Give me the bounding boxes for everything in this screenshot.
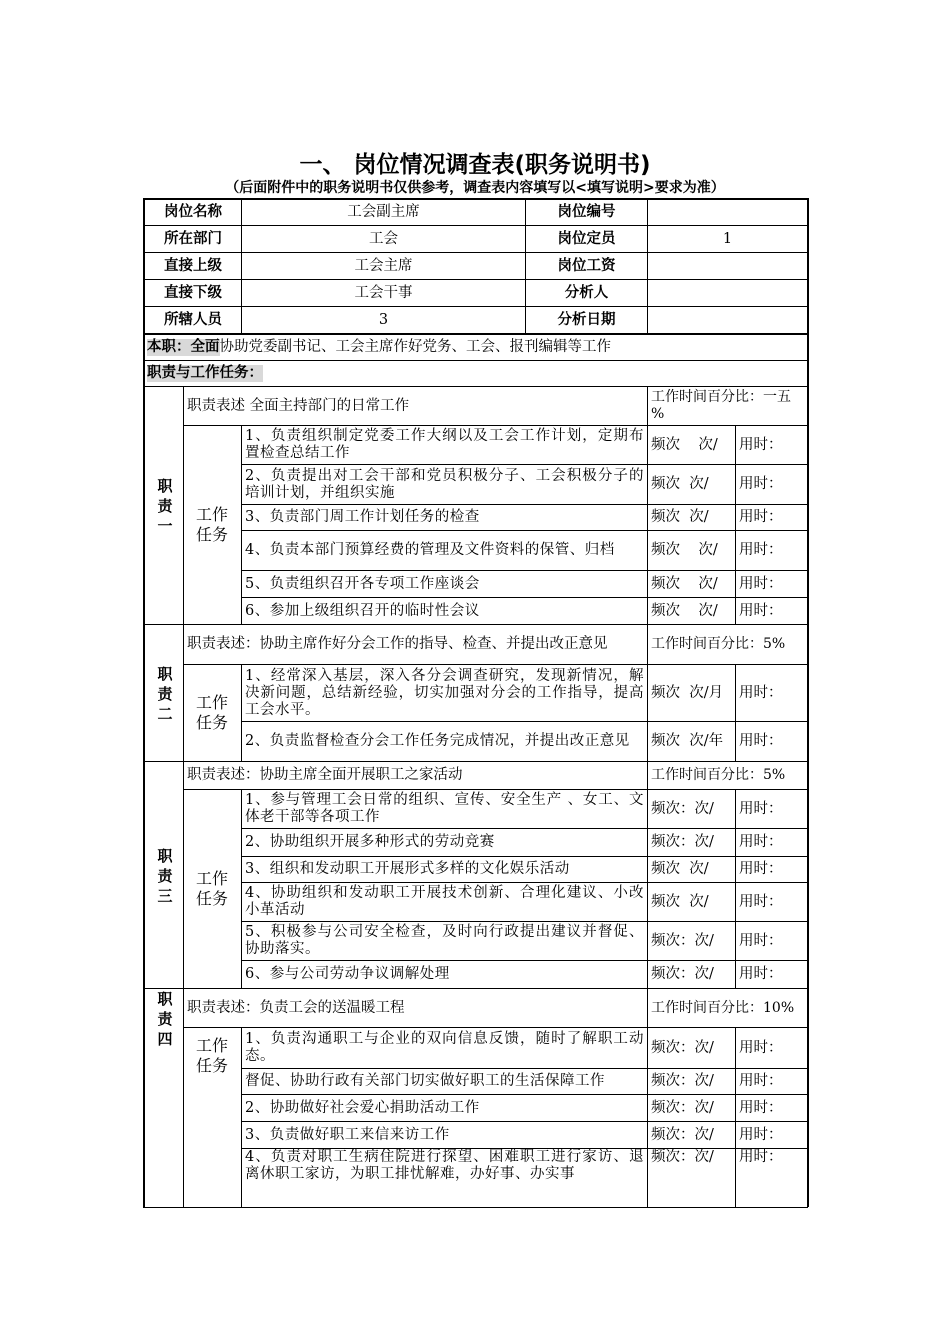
post-no-value bbox=[648, 199, 807, 225]
work-time-percent: 工作时间百分比：5% bbox=[651, 636, 786, 652]
responsibility-description: 职责表述：协助主席作好分会工作的指导、检查、并提出改正意见 bbox=[187, 636, 608, 652]
direct-superior-value: 工会主席 bbox=[354, 257, 413, 274]
page-subtitle: （后面附件中的职务说明书仅供参考，调查表内容填写以<填写说明>要求为准） bbox=[225, 180, 725, 196]
table-rule bbox=[241, 1027, 242, 1207]
table-rule bbox=[241, 789, 242, 988]
task-time: 用时： bbox=[739, 1149, 783, 1165]
work-task-label: 工作任务 bbox=[195, 693, 228, 732]
task-frequency: 频次：次/ bbox=[651, 932, 714, 949]
task-frequency: 频次 次/ bbox=[651, 893, 709, 910]
table-rule bbox=[183, 761, 184, 988]
task-text: 4、负责本部门预算经费的管理及文件资料的保管、归档 bbox=[245, 542, 615, 558]
table-rule bbox=[241, 882, 807, 883]
department-value: 工会 bbox=[369, 230, 398, 247]
duty-text: 协助党委副书记、工会主席作好党务、工会、报刊编辑等工作 bbox=[219, 339, 611, 355]
task-time: 用时： bbox=[739, 509, 783, 525]
task-frequency: 频次 次/ bbox=[651, 602, 718, 619]
work-task-label: 工作任务 bbox=[195, 1036, 228, 1075]
task-time: 用时： bbox=[739, 733, 783, 749]
table-rule bbox=[143, 1207, 808, 1208]
table-rule bbox=[143, 333, 145, 1207]
task-time: 用时： bbox=[739, 800, 783, 817]
duty-row bbox=[145, 335, 806, 360]
post-name-label: 岗位名称 bbox=[164, 203, 222, 220]
table-rule bbox=[241, 530, 807, 531]
table-rule bbox=[183, 425, 807, 426]
table-rule bbox=[241, 425, 242, 624]
task-text: 2、协助做好社会爱心捐助活动工作 bbox=[245, 1099, 480, 1116]
table-rule bbox=[143, 198, 145, 334]
table-rule bbox=[241, 1068, 807, 1069]
task-time: 用时： bbox=[739, 1039, 783, 1056]
task-time: 用时： bbox=[739, 932, 783, 949]
table-rule bbox=[241, 664, 242, 761]
table-rule bbox=[143, 386, 808, 387]
task-text: 6、参加上级组织召开的临时性会议 bbox=[245, 602, 480, 619]
duty-label: 本职：全面 bbox=[147, 339, 220, 355]
task-time: 用时： bbox=[739, 684, 783, 701]
responsibility-label: 职责四 bbox=[157, 990, 173, 1048]
task-time: 用时： bbox=[739, 861, 783, 877]
table-rule bbox=[525, 198, 526, 333]
responsibility-label: 职责三 bbox=[157, 846, 173, 905]
direct-subordinate-label: 直接下级 bbox=[164, 284, 222, 301]
table-rule bbox=[241, 1094, 807, 1095]
table-rule bbox=[183, 624, 184, 761]
table-rule bbox=[143, 306, 808, 307]
post-salary-value bbox=[648, 253, 807, 279]
table-rule bbox=[647, 988, 648, 1207]
task-frequency: 频次 次/ bbox=[651, 861, 709, 877]
task-frequency: 频次：次/ bbox=[651, 966, 714, 982]
table-rule bbox=[143, 198, 808, 200]
task-frequency: 频次：次/ bbox=[651, 1073, 714, 1089]
responsibility-label: 职责二 bbox=[157, 664, 173, 723]
table-rule bbox=[143, 225, 808, 226]
table-rule bbox=[647, 386, 648, 624]
table-rule bbox=[735, 789, 736, 988]
table-rule bbox=[807, 198, 809, 334]
table-rule bbox=[183, 664, 807, 665]
table-rule bbox=[143, 360, 808, 361]
analyst-label: 分析人 bbox=[564, 284, 609, 301]
table-rule bbox=[183, 988, 184, 1207]
task-time: 用时： bbox=[739, 476, 783, 492]
section-label: 职责与工作任务： bbox=[147, 365, 263, 381]
responsibility-description: 职责表述：协助主席全面开展职工之家活动 bbox=[187, 767, 463, 783]
responsibility-label: 职责一 bbox=[157, 477, 173, 535]
task-text: 5、负责组织召开各专项工作座谈会 bbox=[245, 575, 480, 592]
table-rule bbox=[143, 761, 808, 762]
task-frequency: 频次 次/ bbox=[651, 436, 718, 453]
section-row bbox=[145, 361, 806, 386]
task-frequency: 频次 次/ bbox=[651, 509, 709, 525]
task-time: 用时： bbox=[739, 602, 783, 619]
post-quota-value: 1 bbox=[722, 230, 733, 247]
task-text: 2、负责提出对工会干部和党员积极分子、工会积极分子的培训计划，并组织实施 bbox=[245, 467, 644, 501]
post-salary-label: 岗位工资 bbox=[557, 257, 616, 274]
table-rule bbox=[735, 664, 736, 761]
task-frequency: 频次 次/月 bbox=[651, 684, 724, 701]
task-time: 用时： bbox=[739, 542, 783, 558]
staff-count-label: 所辖人员 bbox=[164, 311, 222, 328]
table-rule bbox=[183, 386, 184, 624]
task-frequency: 频次：次/ bbox=[651, 834, 714, 850]
staff-count-value: 3 bbox=[378, 311, 389, 328]
task-frequency: 频次 次/年 bbox=[651, 733, 724, 749]
work-time-percent: 工作时间百分比：10% bbox=[651, 999, 795, 1016]
table-rule bbox=[143, 988, 808, 989]
task-frequency: 频次 次/ bbox=[651, 476, 709, 492]
table-rule bbox=[241, 721, 807, 722]
task-text: 4、协助组织和发动职工开展技术创新、合理化建议、小改小革活动 bbox=[245, 885, 644, 918]
table-rule bbox=[143, 624, 808, 625]
work-time-percent: 工作时间百分比：一五 % bbox=[651, 389, 791, 422]
task-time: 用时： bbox=[739, 1126, 783, 1143]
task-time: 用时： bbox=[739, 966, 783, 982]
department-label: 所在部门 bbox=[164, 230, 222, 247]
task-time: 用时： bbox=[739, 1073, 783, 1089]
task-time: 用时： bbox=[739, 436, 783, 453]
task-frequency: 频次：次/ bbox=[651, 1126, 714, 1143]
table-rule bbox=[735, 1027, 736, 1207]
table-rule bbox=[241, 464, 807, 465]
table-rule bbox=[735, 425, 736, 624]
table-rule bbox=[647, 198, 648, 333]
table-rule bbox=[241, 597, 807, 598]
table-rule bbox=[241, 1121, 807, 1122]
table-rule bbox=[241, 828, 807, 829]
table-rule bbox=[807, 333, 809, 1207]
task-time: 用时： bbox=[739, 834, 783, 850]
responsibility-description: 职责表述 全面主持部门的日常工作 bbox=[187, 397, 410, 414]
task-frequency: 频次：次/ bbox=[651, 800, 714, 817]
post-quota-label: 岗位定员 bbox=[557, 230, 616, 247]
task-text: 2、负责监督检查分会工作任务完成情况，并提出改正意见 bbox=[245, 733, 630, 749]
task-text: 3、负责做好职工来信来访工作 bbox=[245, 1126, 450, 1143]
task-text: 1、参与管理工会日常的组织、宣传、安全生产 、女工、文体老干部等各项工作 bbox=[245, 792, 644, 825]
task-time: 用时： bbox=[739, 575, 783, 592]
task-frequency: 频次 次/ bbox=[651, 542, 718, 558]
task-text: 1、负责沟通职工与企业的双向信息反馈，随时了解职工动态。 bbox=[245, 1031, 644, 1064]
work-task-label: 工作任务 bbox=[195, 505, 228, 544]
table-rule bbox=[143, 279, 808, 280]
task-frequency: 频次：次/ bbox=[651, 1149, 714, 1165]
table-rule bbox=[183, 1027, 807, 1028]
table-rule bbox=[241, 921, 807, 922]
task-frequency: 频次：次/ bbox=[651, 1099, 714, 1116]
task-text: 1、经常深入基层，深入各分会调查研究，发现新情况，解决新问题，总结新经验，切实加强对分会的工作指导，提高工会水平。 bbox=[245, 667, 644, 718]
table-rule bbox=[241, 1148, 807, 1149]
task-text: 督促、协助行政有关部门切实做好职工的生活保障工作 bbox=[245, 1073, 605, 1089]
table-rule bbox=[183, 789, 807, 790]
task-text: 3、负责部门周工作计划任务的检查 bbox=[245, 509, 480, 525]
task-text: 3、组织和发动职工开展形式多样的文化娱乐活动 bbox=[245, 861, 570, 877]
post-name-value: 工会副主席 bbox=[347, 203, 420, 220]
task-text: 6、参与公司劳动争议调解处理 bbox=[245, 966, 450, 982]
task-time: 用时： bbox=[739, 1099, 783, 1116]
work-task-label: 工作任务 bbox=[195, 869, 228, 908]
table-rule bbox=[241, 856, 807, 857]
table-rule bbox=[143, 333, 808, 335]
analysis-date-label: 分析日期 bbox=[557, 311, 616, 328]
work-time-percent: 工作时间百分比：5% bbox=[651, 767, 786, 783]
table-rule bbox=[143, 252, 808, 253]
table-rule bbox=[241, 960, 807, 961]
table-rule bbox=[241, 570, 807, 571]
task-text: 4、负责对职工生病住院进行探望、困难职工进行家访、退离休职工家访，为职工排忧解难，办好事、办实事 bbox=[245, 1149, 644, 1182]
direct-subordinate-value: 工会干事 bbox=[354, 284, 413, 301]
table-rule bbox=[241, 198, 242, 333]
task-time: 用时： bbox=[739, 893, 783, 910]
page-title: 一、 岗位情况调查表(职务说明书) bbox=[299, 152, 651, 178]
task-text: 1、负责组织制定党委工作大纲以及工会工作计划，定期布置检查总结工作 bbox=[245, 428, 644, 461]
responsibility-description: 职责表述：负责工会的送温暖工程 bbox=[187, 999, 405, 1016]
post-no-label: 岗位编号 bbox=[557, 203, 616, 220]
table-rule bbox=[647, 761, 648, 988]
task-text: 5、积极参与公司安全检查，及时向行政提出建议并督促、协助落实。 bbox=[245, 924, 644, 957]
table-rule bbox=[647, 624, 648, 761]
direct-superior-label: 直接上级 bbox=[164, 257, 222, 274]
table-rule bbox=[241, 504, 807, 505]
analysis-date-value bbox=[648, 307, 807, 333]
task-frequency: 频次：次/ bbox=[651, 1039, 714, 1056]
analyst-value bbox=[648, 280, 807, 306]
task-frequency: 频次 次/ bbox=[651, 575, 718, 592]
task-text: 2、协助组织开展多种形式的劳动竞赛 bbox=[245, 834, 495, 850]
